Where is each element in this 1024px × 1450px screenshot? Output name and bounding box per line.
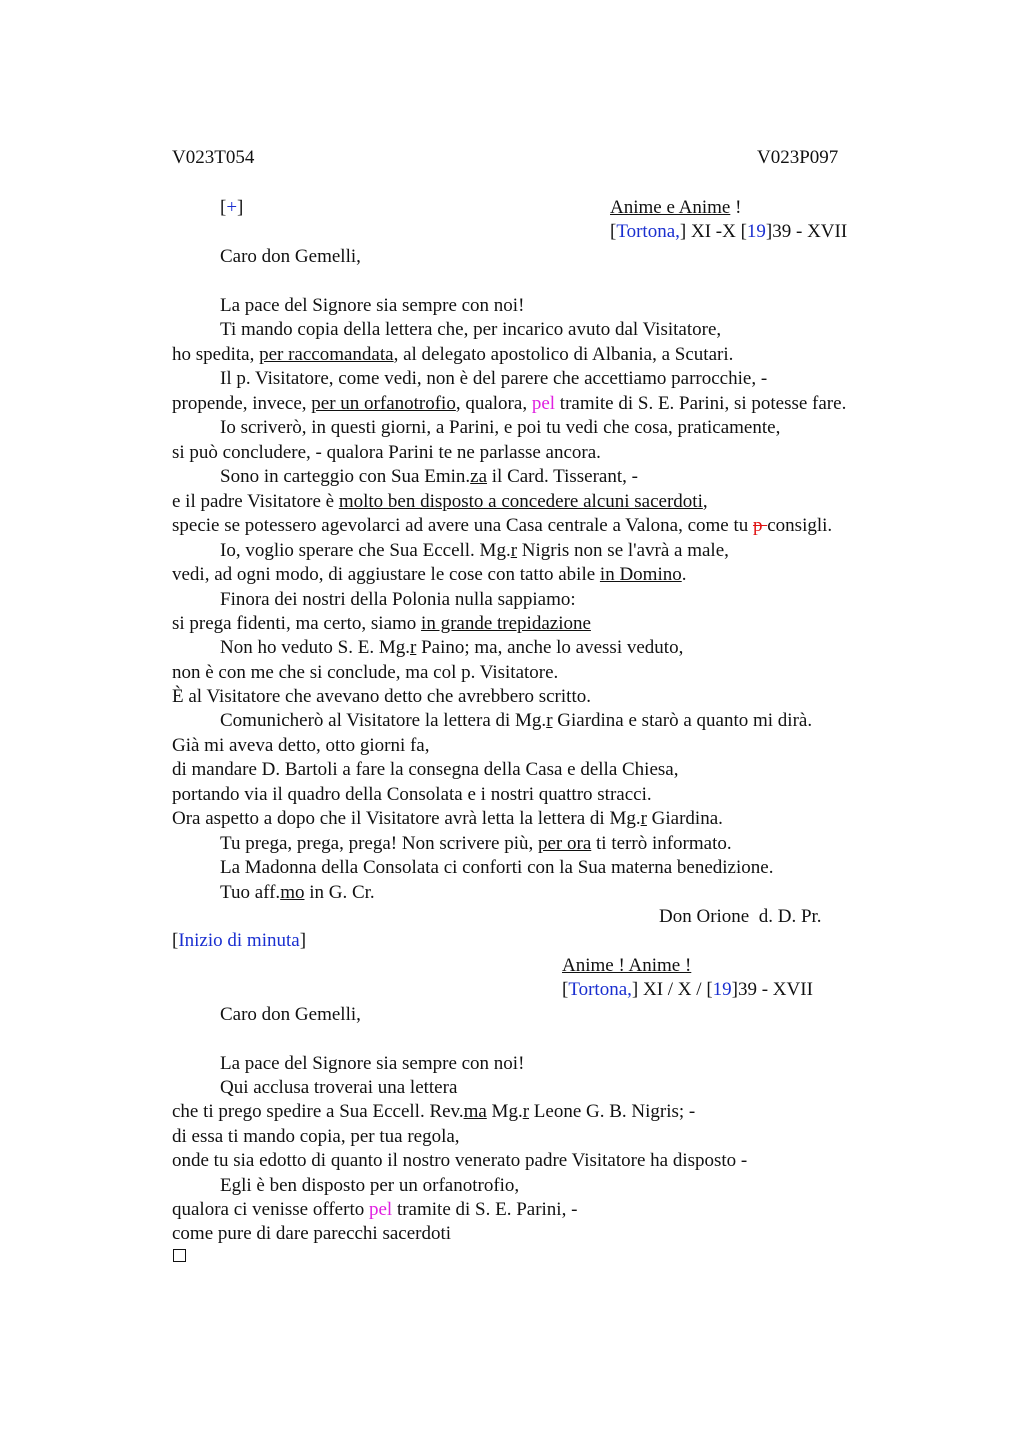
date-mid: XI -X <box>686 221 741 242</box>
text-span: tramite di S. E. Parini, si potesse fare. <box>555 393 847 414</box>
underlined-text: in grande trepidazione <box>421 613 591 634</box>
letter-line-18 <box>220 709 812 733</box>
underlined-text: per un orfanotrofio <box>311 393 456 414</box>
text-span: e il padre Visitatore è <box>172 491 339 512</box>
letter-line-11 <box>220 539 729 563</box>
underlined-text: za <box>470 466 488 487</box>
draft-label-text: Inizio di minuta <box>178 930 300 951</box>
text-span: si prega fidenti, ma certo, siamo <box>172 613 422 634</box>
text-span: Nigris non se l'avrà a male, <box>517 540 729 561</box>
letter-line-23 <box>220 832 732 856</box>
text-span: il Card. Tisserant, - <box>487 466 638 487</box>
motto <box>610 196 741 220</box>
deleted-text: p <box>753 515 768 536</box>
underlined-text: per ora <box>537 833 592 854</box>
salutation: Caro don Gemelli, <box>220 246 361 267</box>
underlined-text: per raccomandata <box>259 344 394 365</box>
draft-line-07 <box>172 1198 577 1222</box>
text-span: propende, invece, <box>172 393 312 414</box>
text-span: vedi, ad ogni modo, di aggiustare le cose con tatto abile <box>172 564 600 585</box>
text-span: Ora aspetto a dopo che il Visitatore avrà letta la lettera di Mg. <box>172 808 641 829</box>
text-span: Io, voglio sperare che Sua Eccell. Mg. <box>220 540 511 561</box>
text-span: Giardina e starò a quanto mi dirà. <box>552 710 813 731</box>
letter-line-19: Già mi aveva detto, otto giorni fa, <box>172 735 430 756</box>
draft-line-02: Qui acclusa troverai una lettera <box>220 1077 458 1098</box>
text-span: Comunicherò al Visitatore la lettera di Mg. <box>220 710 547 731</box>
text-span: Leone G. B. Nigris; - <box>529 1101 696 1122</box>
letter-line-01: La pace del Signore sia sempre con noi! <box>220 295 525 316</box>
draft-line-05: onde tu sia edotto di quanto il nostro venerato padre Visitatore ha disposto - <box>172 1150 748 1171</box>
letter-line-08 <box>220 465 638 489</box>
date-place: Tortona, <box>616 221 680 242</box>
letter-line-05 <box>172 392 846 416</box>
text-span: tramite di S. E. Parini, - <box>392 1199 578 1220</box>
text-span: Mg. <box>486 1101 523 1122</box>
letter-line-21: portando via il quadro della Consolata e i nostri quattro stracci. <box>172 784 652 805</box>
draft-date-year-prefix: 19 <box>712 979 732 1000</box>
draft-line-04: di essa ti mando copia, per tua regola, <box>172 1126 460 1147</box>
text-span: Giardina. <box>646 808 723 829</box>
draft-label: [Inizio di minuta] <box>172 930 307 951</box>
draft-date: [Tortona,] XI / X / [19]39 - XVII <box>562 979 813 1000</box>
underlined-text: in Domino <box>599 564 682 585</box>
underlined-text: r <box>510 540 518 561</box>
date-end: 39 - XVII <box>772 221 848 242</box>
signature: Don Orione d. D. Pr. <box>659 906 822 927</box>
letter-line-22 <box>172 807 723 831</box>
text-span: consigli. <box>767 515 833 536</box>
underlined-text: molto ben disposto a concedere alcuni sacerdoti <box>338 491 703 512</box>
draft-motto-text: Anime ! Anime ! <box>562 955 692 976</box>
underlined-text: mo <box>280 882 305 903</box>
motto-text: Anime e Anime <box>610 197 731 218</box>
letter-line-07: si può concludere, - qualora Parini te ne parlasse ancora. <box>172 442 601 463</box>
letter-line-12 <box>172 563 686 587</box>
draft-date-place: Tortona, <box>568 979 632 1000</box>
variant-word: pel <box>531 393 556 414</box>
text-span: Paino; ma, anche lo avessi veduto, <box>416 637 684 658</box>
draft-motto <box>562 954 691 978</box>
letter-line-17: È al Visitatore che avevano detto che avrebbero scritto. <box>172 686 591 707</box>
letter-line-03 <box>172 343 733 367</box>
cross-mark: [+] <box>220 197 244 218</box>
letter-line-20: di mandare D. Bartoli a fare la consegna della Casa e della Chiesa, <box>172 759 679 780</box>
draft-line-03 <box>172 1100 695 1124</box>
text-span: che ti prego spedire a Sua Eccell. Rev. <box>172 1101 464 1122</box>
text-span: ho spedita, <box>172 344 260 365</box>
text-span: in G. Cr. <box>304 882 375 903</box>
draft-line-06: Egli è ben disposto per un orfanotrofio, <box>220 1175 520 1196</box>
cross-symbol: + <box>226 197 238 218</box>
text-span: Tu prega, prega, prega! Non scrivere più, <box>220 833 538 854</box>
document-code-left: V023T054 <box>172 147 255 168</box>
underlined-text: r <box>640 808 647 829</box>
document-code-right: V023P097 <box>757 147 839 168</box>
letter-line-25 <box>220 881 375 905</box>
underlined-text: ma <box>463 1101 487 1122</box>
letter-line-24: La Madonna della Consolata ci conforti con la Sua materna benedizione. <box>220 857 774 878</box>
motto-tail: ! <box>730 197 742 218</box>
text-span: , qualora, <box>455 393 532 414</box>
letter-date: [Tortona,] XI -X [19]39 - XVII <box>610 221 848 242</box>
letter-line-16: non è con me che si conclude, ma col p. Visitatore. <box>172 662 559 683</box>
underlined-text: r <box>522 1101 530 1122</box>
variant-word: pel <box>368 1199 393 1220</box>
draft-salutation: Caro don Gemelli, <box>220 1004 361 1025</box>
underlined-text: r <box>546 710 553 731</box>
text-span: , <box>702 491 708 512</box>
letter-line-10 <box>172 514 832 538</box>
text-span: ti terrò informato. <box>591 833 732 854</box>
end-of-text-box <box>173 1249 186 1262</box>
draft-date-mid: XI / X / <box>638 979 707 1000</box>
letter-line-13: Finora dei nostri della Polonia nulla sappiamo: <box>220 589 576 610</box>
text-span: , al delegato apostolico di Albania, a Scutari. <box>393 344 734 365</box>
text-span: qualora ci venisse offerto <box>172 1199 369 1220</box>
letter-line-04: Il p. Visitatore, come vedi, non è del parere che accettiamo parrocchie, - <box>220 368 768 389</box>
text-span: . <box>681 564 687 585</box>
draft-line-01: La pace del Signore sia sempre con noi! <box>220 1053 525 1074</box>
text-span: Non ho veduto S. E. Mg. <box>220 637 410 658</box>
text-span: Sono in carteggio con Sua Emin. <box>220 466 471 487</box>
text-span: Tuo aff. <box>220 882 281 903</box>
draft-date-end: 39 - XVII <box>737 979 813 1000</box>
letter-line-14 <box>172 612 591 636</box>
draft-line-08: come pure di dare parecchi sacerdoti <box>172 1223 452 1244</box>
underlined-text: r <box>410 637 417 658</box>
date-year-prefix: 19 <box>746 221 766 242</box>
letter-line-02: Ti mando copia della lettera che, per incarico avuto dal Visitatore, <box>220 319 722 340</box>
letter-line-06: Io scriverò, in questi giorni, a Parini, e poi tu vedi che cosa, praticamente, <box>220 417 781 438</box>
letter-line-15 <box>220 636 683 660</box>
letter-line-09 <box>172 490 708 514</box>
text-span: specie se potessero agevolarci ad avere una Casa centrale a Valona, come tu <box>172 515 753 536</box>
